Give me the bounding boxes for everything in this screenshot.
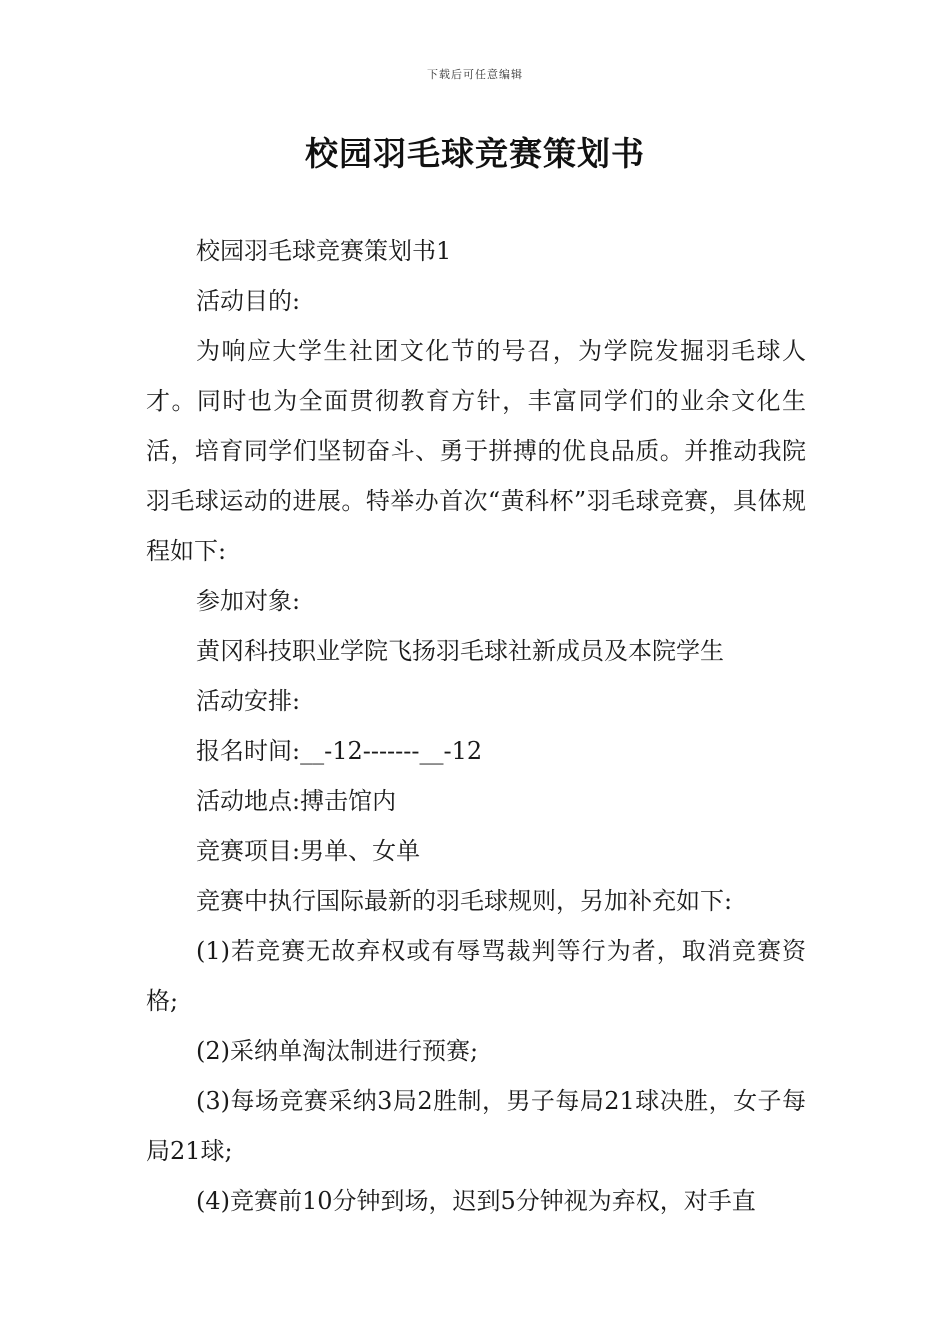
section-heading: 校园羽毛球竞赛策划书1 [196, 237, 452, 265]
document-title: 校园羽毛球竞赛策划书 [305, 134, 645, 173]
venue: 活动地点:搏击馆内 [196, 787, 397, 815]
rule-item: (3)每场竞赛采纳3局2胜制，男子每局21球决胜，女子每局21球; [146, 1087, 806, 1165]
label-purpose: 活动目的: [196, 287, 301, 315]
rules-intro: 竞赛中执行国际最新的羽毛球规则，另加补充如下: [196, 887, 733, 915]
label-arrangement: 活动安排: [196, 687, 301, 715]
rule-item: (1)若竞赛无故弃权或有辱骂裁判等行为者，取消竞赛资格; [146, 937, 806, 1015]
paragraph-participants: 黄冈科技职业学院飞扬羽毛球社新成员及本院学生 [196, 637, 724, 665]
paragraph-purpose: 为响应大学生社团文化节的号召，为学院发掘羽毛球人才。同时也为全面贯彻教育方针，丰富同学们的业余文化生活，培育同学们坚韧奋斗、勇于拼搏的优良品质。并推动我院羽毛球运动的进展。特举办首次“黄科杯”羽毛球竞赛，具体规程如下: [146, 337, 806, 565]
events: 竞赛项目:男单、女单 [196, 837, 421, 865]
rule-item: (4)竞赛前10分钟到场，迟到5分钟视为弃权，对手直 [196, 1187, 756, 1215]
registration-time: 报名时间:__-12-------__-12 [196, 737, 483, 765]
label-participants: 参加对象: [196, 587, 301, 615]
document-body [146, 226, 806, 1226]
header-note: 下载后可任意编辑 [427, 68, 523, 81]
rule-item: (2)采纳单淘汰制进行预赛; [196, 1037, 479, 1065]
